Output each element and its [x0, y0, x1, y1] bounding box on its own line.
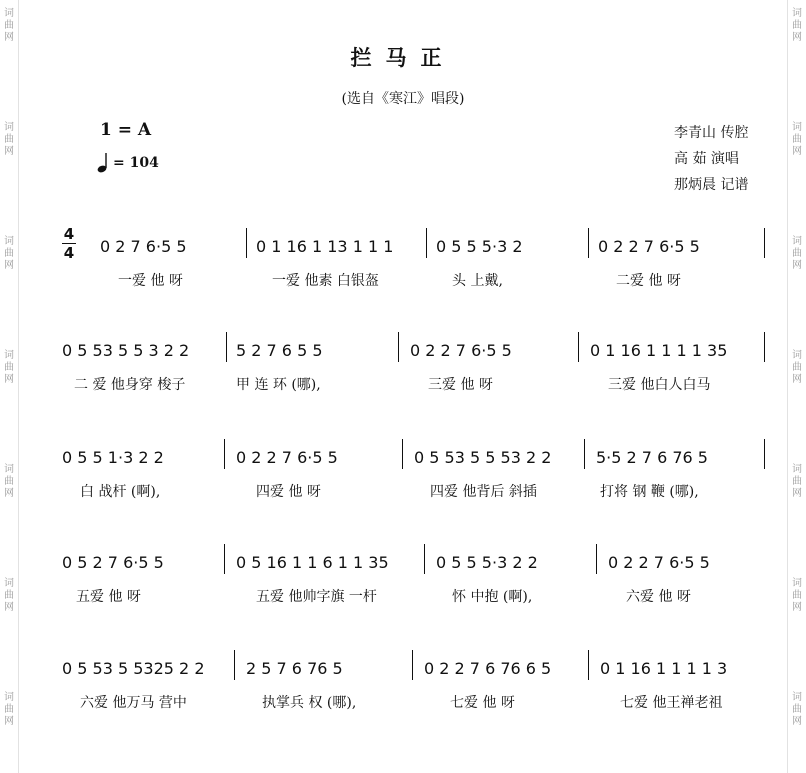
lyric-segment: 四爱 他 呀 — [256, 484, 321, 500]
lyric-segment: 三爱 他白人白马 — [608, 377, 711, 393]
barline — [426, 228, 427, 258]
barline — [234, 650, 235, 680]
lyric-segment: 打将 钢 鞭 (哪), — [600, 484, 699, 500]
measure: 2 5 7 6 76 5 — [246, 658, 343, 678]
key-signature: 1 = A — [100, 120, 152, 140]
lyric-segment: 五爱 他帅字旗 一杆 — [256, 589, 377, 605]
lyric-segment: 六爱 他万马 营中 — [80, 695, 187, 711]
tempo-marking — [97, 152, 159, 174]
edge-watermark: 词曲网 — [792, 464, 802, 499]
edge-watermark: 词曲网 — [792, 122, 802, 157]
measure: 0 1 16 1 13 1 1 1 — [256, 236, 394, 256]
barline — [764, 439, 765, 469]
edge-watermark: 词曲网 — [792, 236, 802, 271]
edge-watermark: 词曲网 — [792, 578, 802, 613]
lyric-segment: 甲 连 环 (哪), — [236, 377, 321, 393]
measure: 0 2 2 7 6·5 5 — [598, 236, 700, 256]
time-signature-bottom: 4 — [63, 244, 75, 262]
credits — [674, 120, 748, 198]
right-watermark-strip — [787, 0, 806, 773]
credit-line: 李青山 传腔 — [674, 125, 749, 141]
measure: 0 5 5 5·3 2 — [436, 236, 523, 256]
measure: 0 2 2 7 6·5 5 — [608, 552, 710, 572]
lyric-segment: 一爱 他素 白银盔 — [272, 273, 379, 289]
measure: 0 5 53 5 5 53 2 2 — [414, 447, 552, 467]
lyric-segment: 二 爱 他身穿 梭子 — [74, 377, 186, 393]
tempo-value: = 104 — [113, 155, 159, 171]
lyric-segment: 执掌兵 权 (哪), — [262, 695, 357, 711]
edge-watermark: 词曲网 — [792, 692, 802, 727]
measure: 5 2 7 6 5 5 — [236, 340, 323, 360]
barline — [224, 439, 225, 469]
barline — [398, 332, 399, 362]
measure: 0 2 2 7 6 76 6 5 — [424, 658, 552, 678]
measure: 0 1 16 1 1 1 1 3 — [600, 658, 728, 678]
measure: 0 5 16 1 1 6 1 1 35 — [236, 552, 389, 572]
measure: 0 5 53 5 5 3 2 2 — [62, 340, 190, 360]
credit-line: 那炳晨 记谱 — [674, 177, 749, 193]
measure: 0 2 2 7 6·5 5 — [236, 447, 338, 467]
lyric-segment: 怀 中抱 (啊), — [452, 589, 533, 605]
barline — [246, 228, 247, 258]
measure: 0 5 5 1·3 2 2 — [62, 447, 164, 467]
measure: 5·5 2 7 6 76 5 — [596, 447, 708, 467]
edge-watermark: 词曲网 — [4, 8, 14, 43]
lyric-segment: 三爱 他 呀 — [428, 377, 493, 393]
edge-watermark: 词曲网 — [4, 578, 14, 613]
edge-watermark: 词曲网 — [4, 350, 14, 385]
lyric-segment: 五爱 他 呀 — [76, 589, 141, 605]
barline — [224, 544, 225, 574]
lyric-segment: 一爱 他 呀 — [118, 273, 183, 289]
lyric-segment: 白 战杆 (啊), — [80, 484, 161, 500]
barline — [596, 544, 597, 574]
measure: 0 1 16 1 1 1 1 35 — [590, 340, 728, 360]
time-signature-top: 4 — [63, 225, 75, 243]
lyric-segment: 七爱 他 呀 — [450, 695, 515, 711]
edge-watermark: 词曲网 — [4, 122, 14, 157]
barline — [588, 650, 589, 680]
barline — [764, 228, 765, 258]
measure: 0 5 53 5 5325 2 2 — [62, 658, 205, 678]
quarter-note-icon — [97, 152, 109, 174]
barline — [764, 332, 765, 362]
barline — [424, 544, 425, 574]
barline — [578, 332, 579, 362]
credit-line: 高 茹 演唱 — [674, 151, 739, 167]
edge-watermark: 词曲网 — [4, 236, 14, 271]
barline — [584, 439, 585, 469]
measure: 0 2 2 7 6·5 5 — [410, 340, 512, 360]
edge-watermark: 词曲网 — [792, 350, 802, 385]
measure: 0 5 5 5·3 2 2 — [436, 552, 538, 572]
song-subtitle: (选自《寒江》唱段) — [341, 91, 465, 107]
measure: 0 2 7 6·5 5 — [100, 236, 187, 256]
song-title: 拦马正 — [350, 45, 456, 70]
edge-watermark: 词曲网 — [792, 8, 802, 43]
lyric-segment: 六爱 他 呀 — [626, 589, 691, 605]
edge-watermark: 词曲网 — [4, 464, 14, 499]
lyric-segment: 二爱 他 呀 — [616, 273, 681, 289]
lyric-segment: 头 上戴, — [452, 273, 503, 289]
barline — [588, 228, 589, 258]
measure: 0 5 2 7 6·5 5 — [62, 552, 164, 572]
lyric-segment: 七爱 他王禅老祖 — [620, 695, 723, 711]
left-watermark-strip — [0, 0, 19, 773]
barline — [412, 650, 413, 680]
barline — [402, 439, 403, 469]
lyric-segment: 四爱 他背后 斜插 — [430, 484, 537, 500]
edge-watermark: 词曲网 — [4, 692, 14, 727]
barline — [226, 332, 227, 362]
